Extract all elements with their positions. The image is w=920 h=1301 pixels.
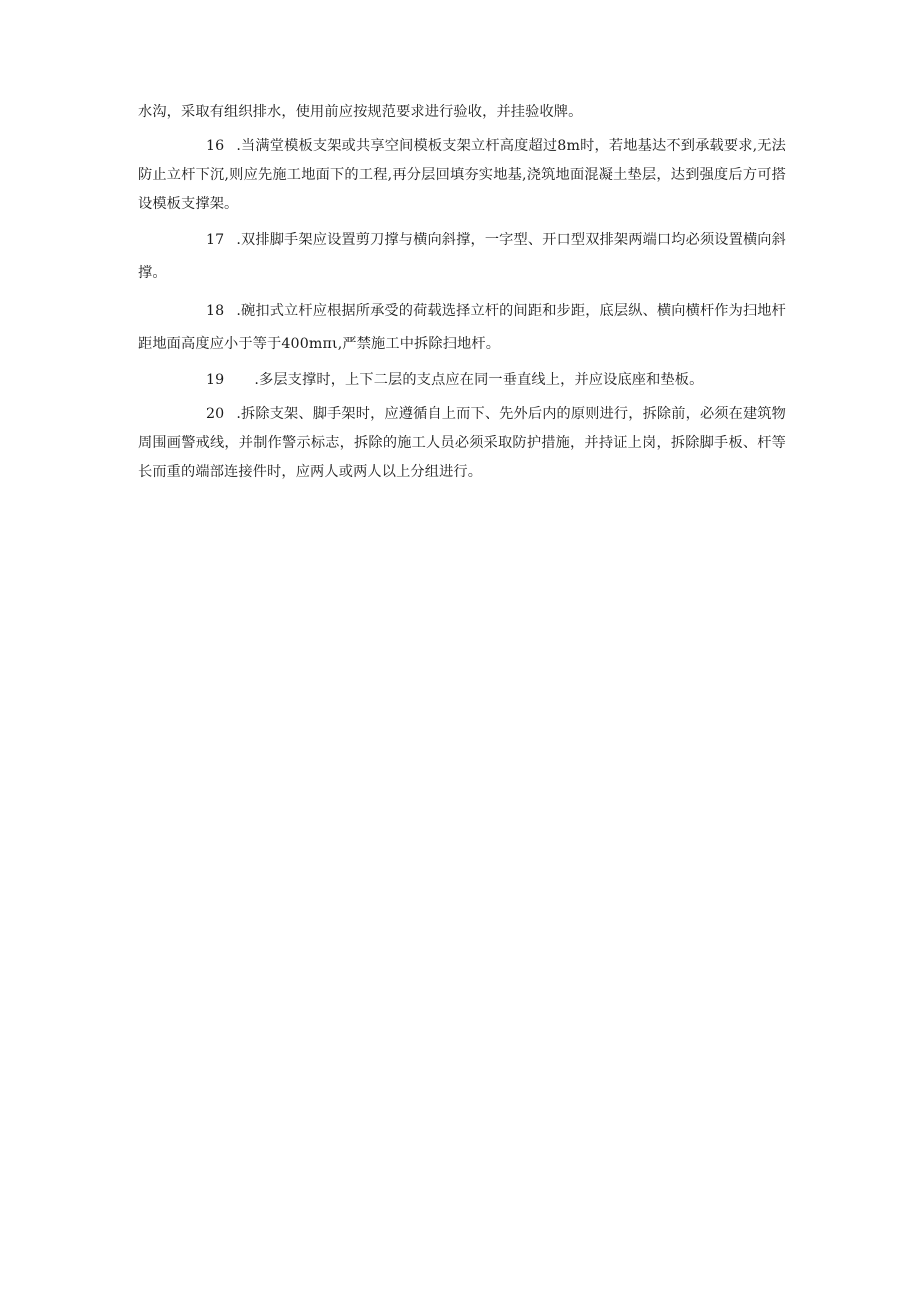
list-item-16 [138, 132, 786, 219]
continuation-paragraph: 水沟，采取有组织排水，使用前应按规范要求进行验收，并挂验收牌。 [138, 104, 583, 120]
item-number: 19 [206, 372, 225, 388]
item-number: 18 [206, 303, 225, 319]
item-text: .双排脚手架应设置剪刀撑与横向斜撑，一字型、开口型双排架两端口均必须设置横向斜撑。 [138, 232, 786, 281]
item-text: .拆除支架、脚手架时，应遵循自上而下、先外后内的原则进行，拆除前，必须在建筑物周围画警戒线，并制作警示标志，拆除的施工人员必须采取防护措施，并持证上岗，拆除脚手板、杆等长而重的端部连接件时，应两人或两人以上分组进行。 [138, 406, 786, 480]
item-number: 17 [206, 232, 225, 248]
item-text: .当满堂模板支架或共享空间模板支架立杆高度超过8m时，若地基达不到承载要求,无法防止立杆下沉,则应先施工地面下的工程,再分层回填夯实地基,浇筑地面混凝土垫层，达到强度后方可搭设模板支撑架。 [138, 138, 786, 212]
list-item-18 [138, 295, 786, 361]
list-item-19 [138, 366, 786, 395]
item-number: 16 [206, 138, 225, 154]
list-item-20 [138, 400, 786, 487]
item-number: 20 [206, 406, 225, 422]
list-item-17 [138, 224, 786, 290]
item-text: .碗扣式立杆应根据所承受的荷载选择立杆的间距和步距，底层纵、横向横杆作为扫地杆距地面高度应小于等于400mπι,严禁施工中拆除扫地杆。 [138, 303, 786, 352]
document-body [138, 98, 786, 492]
item-text: .多层支撑时，上下二层的支点应在同一垂直线上，并应设底座和垫板。 [254, 372, 704, 388]
